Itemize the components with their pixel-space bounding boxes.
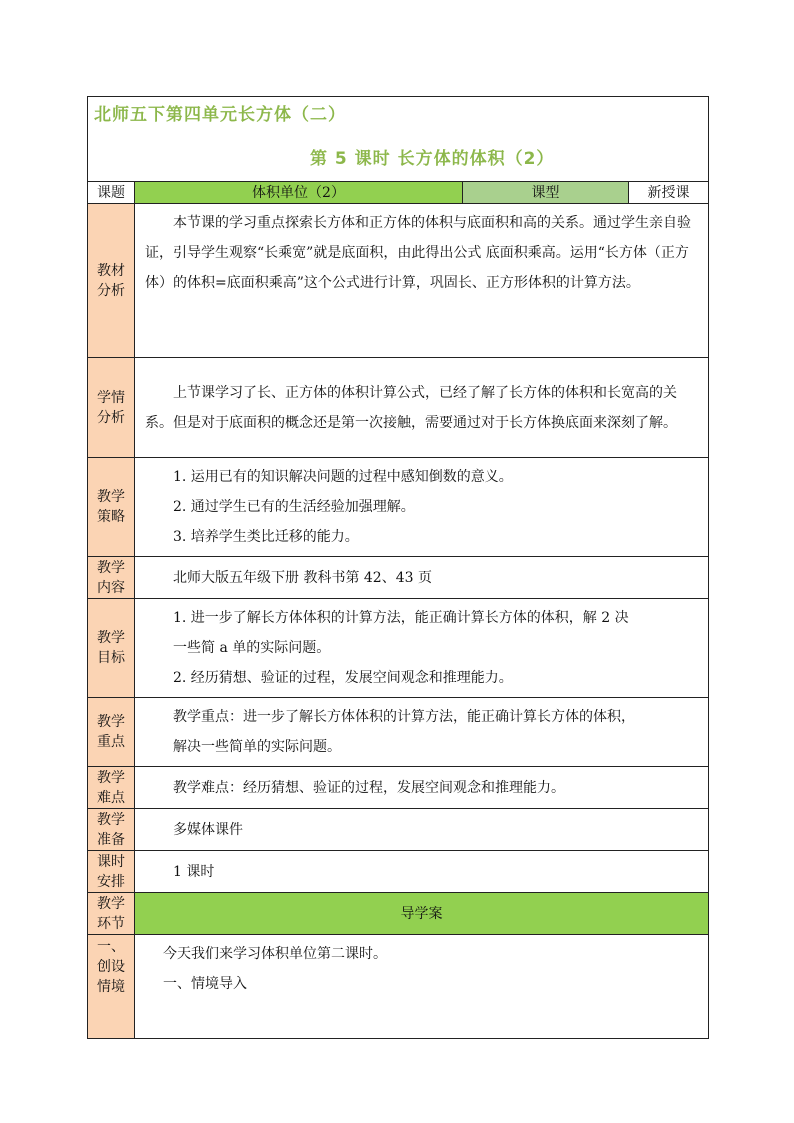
strategy-list <box>135 458 709 557</box>
goal-item: 2. 经历猜想、验证的过程，发展空间观念和推理能力。 <box>173 670 513 686</box>
stage-header: 导学案 <box>135 893 709 935</box>
textbook-analysis-label: 教材 分析 <box>88 204 135 358</box>
lesson-type-value: 新授课 <box>629 182 709 204</box>
unit-title: 北师五下第四单元长方体（二） <box>94 105 346 125</box>
goal-item: 1. 进一步了解长方体体积的计算方法，能正确计算长方体的体积，解 2 决 <box>173 610 629 626</box>
intro-row <box>88 935 709 1039</box>
key-point-row <box>88 698 709 767</box>
lesson-plan-table <box>87 96 709 1039</box>
preparation-label: 教学 准备 <box>88 809 135 851</box>
intro-label: 一、 创设 情境 <box>88 935 135 1039</box>
topic-row <box>88 182 709 204</box>
preparation-text: 多媒体课件 <box>135 809 709 851</box>
student-analysis-label: 学情 分析 <box>88 358 135 458</box>
key-point-text: 教学重点：进一步了解长方体体积的计算方法，能正确计算长方体的体积， 解决一些简单的实际问题。 <box>135 698 709 767</box>
strategy-label: 教学 策略 <box>88 458 135 557</box>
hours-label: 课时 安排 <box>88 851 135 893</box>
lesson-title: 第 5 课时 长方体的体积（2） <box>310 149 555 169</box>
goal-item-continued: 一些简 a 单的实际问题。 <box>173 640 331 656</box>
content-row <box>88 557 709 599</box>
goals-label: 教学 目标 <box>88 599 135 698</box>
lesson-type-label: 课型 <box>463 182 629 204</box>
goals-list <box>135 599 709 698</box>
key-point-label: 教学 重点 <box>88 698 135 767</box>
textbook-analysis-text: 本节课的学习重点探索长方体和正方体的体积与底面积和高的关系。通过学生亲自验证，引导学生观察“长乘宽”就是底面积，由此得出公式 底面积乘高。运用“长方体（正方体）的体积=底面积乘高”这个公式进行计算，巩固长、正方形体积的计算方法。 <box>135 204 709 358</box>
textbook-analysis-row <box>88 204 709 358</box>
difficulty-text: 教学难点：经历猜想、验证的过程，发展空间观念和推理能力。 <box>135 767 709 809</box>
strategy-row <box>88 458 709 557</box>
content-text: 北师大版五年级下册 教科书第 42、43 页 <box>135 557 709 599</box>
hours-row <box>88 851 709 893</box>
goals-row <box>88 599 709 698</box>
strategy-item: 1. 运用已有的知识解决问题的过程中感知倒数的意义。 <box>173 469 513 485</box>
stage-label: 教学 环节 <box>88 893 135 935</box>
strategy-item: 2. 通过学生已有的生活经验加强理解。 <box>173 499 415 515</box>
title-cell <box>88 97 709 182</box>
difficulty-label: 教学 难点 <box>88 767 135 809</box>
topic-value: 体积单位（2） <box>135 182 463 204</box>
stage-row <box>88 893 709 935</box>
student-analysis-text: 上节课学习了长、正方体的体积计算公式，已经了解了长方体的体积和长宽高的关系。但是对于底面积的概念还是第一次接触，需要通过对于长方体换底面来深刻了解。 <box>135 358 709 458</box>
intro-text: 今天我们来学习体积单位第二课时。 一、情境导入 <box>135 935 709 1039</box>
content-label: 教学 内容 <box>88 557 135 599</box>
student-analysis-row <box>88 358 709 458</box>
hours-text: 1 课时 <box>135 851 709 893</box>
preparation-row <box>88 809 709 851</box>
topic-label: 课题 <box>88 182 135 204</box>
title-row <box>88 97 709 182</box>
difficulty-row <box>88 767 709 809</box>
lesson-plan-document <box>87 96 708 1039</box>
strategy-item: 3. 培养学生类比迁移的能力。 <box>173 529 359 545</box>
